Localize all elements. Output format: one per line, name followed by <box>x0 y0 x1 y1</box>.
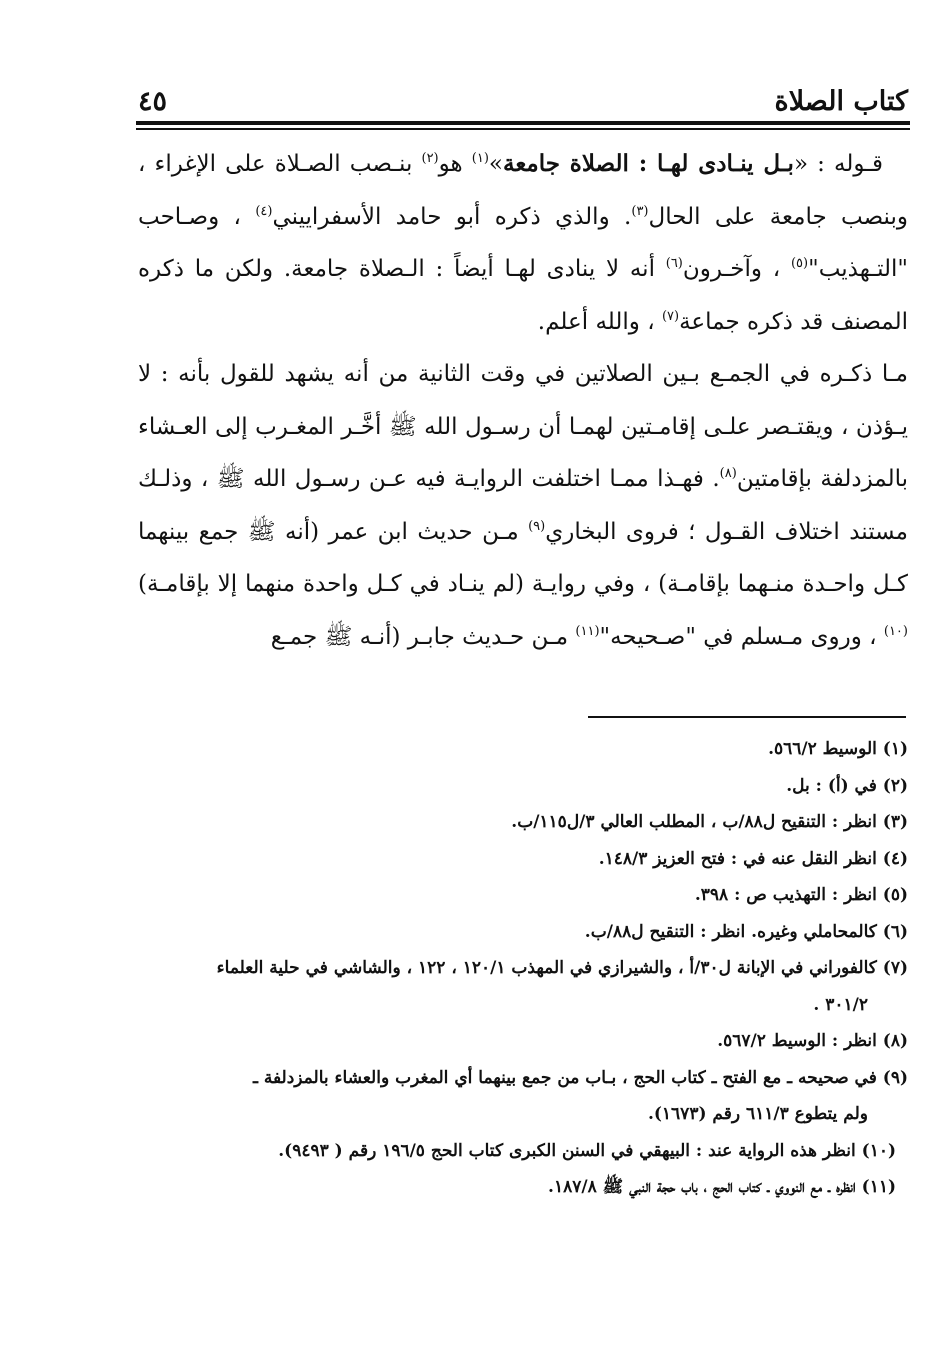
text-run: قـوله : « <box>793 151 883 177</box>
footnote-ref-5[interactable]: (٥) <box>790 256 809 271</box>
footnote-ref-10[interactable]: (١٠) <box>883 623 908 639</box>
footnote-5: (٥) انظر : التهذيب ص : ٣٩٨. <box>694 885 908 905</box>
chapter-title: كتاب الصلاة <box>774 86 908 117</box>
footnote-6: (٦) كالمحاملي وغيره. انظر : التنقيح ل٨٨/ب. <box>584 921 908 942</box>
footnote-8: (٨) انظر : الوسيط ٥٦٧/٢. <box>717 1031 908 1051</box>
footnotes <box>138 731 908 1206</box>
text-run: ، وآخـرون <box>682 256 791 282</box>
page-number: ٤٥ <box>138 86 168 117</box>
footnote-7-continued: ٣٠١/٢ . <box>813 994 868 1015</box>
footnote-11: (١١) انظره ـ مع النووي ـ كتاب الحج ، باب حجة النبي ﷺ ١٨٧/٨. <box>548 1177 896 1197</box>
text-run: أنه لا ينادى لهـا أيضاً : الـصلاة جامعة. ولكن ما ذكره المصنف قد ذكره جماعة <box>138 256 908 335</box>
footnote-9: (٩) في صحيحه ـ مع الفتح ـ كتاب الحج ، بـاب من جمع بينهما أي المغرب والعشاء بالمزدلفة ـ <box>252 1067 908 1088</box>
text-run: » <box>488 151 503 177</box>
paragraph-2 <box>138 348 908 663</box>
footnote-ref-2[interactable]: (٢) <box>421 151 439 166</box>
footnote-separator <box>588 716 906 718</box>
footnote-10: (١٠) انظر هذه الرواية عند : البيهقي في السنن الكبرى كتاب الحج ١٩٦/٥ رقم ( ٩٤٩٣). <box>278 1140 896 1161</box>
text-run: . فهـذا ممـا اختلفت الروايـة فيه عـن رسـول الله ﷺ ، وذلـك مستند اختلاف القـول ؛ فروى البخاري <box>138 466 908 545</box>
footnote-2: (٢) في (أ) : بل. <box>786 775 908 796</box>
footnote-7: (٧) كالفوراني في الإبانة ل٣٠/أ ، والشيرازي في المهذب ١٢٠/١ ، ١٢٢ ، والشاشي في حلية العلماء <box>216 958 908 978</box>
text-run: ، والله أعلم. <box>537 308 662 335</box>
main-text <box>138 138 908 663</box>
text-run: . والذي ذكره أبو حامد الأسفراييني <box>272 203 632 230</box>
header-rule-thin <box>136 128 910 130</box>
footnote-ref-1[interactable]: (١) <box>471 151 489 166</box>
quoted-phrase: بـل ينـادى لهـا : الصلاة جامعة <box>502 150 794 177</box>
text-run: ، وصـاحب "التـهذيب" <box>138 203 909 282</box>
footnote-ref-7[interactable]: (٧) <box>661 308 680 324</box>
header-rule-thick <box>136 121 910 125</box>
footnote-4: (٤) انظر النقل عنه في : فتح العزيز ١٤٨/٣. <box>598 848 908 869</box>
footnote-3: (٣) انظر : التنقيح ل٨٨/ب ، المطلب العالي ٣/ل١١٥/ب. <box>511 812 908 832</box>
page-header <box>138 84 908 124</box>
footnote-1: (١) الوسيط ٥٦٦/٢. <box>768 739 908 759</box>
footnote-ref-8[interactable]: (٨) <box>719 466 737 481</box>
paragraph-1 <box>138 138 908 348</box>
footnote-9-continued: ولم يتطوع ٦١١/٣ رقم (١٦٧٣). <box>647 1104 868 1124</box>
text-run: مـا ذكـره في الجمـع بـين الصلاتين في وقت الثانية من أنه يشهد للقول بأنه : لا يـؤذن ، ويقتـصر علـى إقامـتين لهمـا أن رسـول الله ﷺ أخَّـر المغـرب إلى العـشاء بالمزدلفة بإقامتين <box>138 361 908 492</box>
footnote-ref-11[interactable]: (١١) <box>575 623 600 639</box>
text-run: مـن حـديث جابـر (أنـه ﷺ جمـع <box>270 623 576 650</box>
footnote-ref-6[interactable]: (٦) <box>665 256 683 271</box>
footnote-ref-9[interactable]: (٩) <box>528 518 546 534</box>
text-run: هو <box>438 151 472 177</box>
text-run: بنـصب الصـلاة على الإغراء ، وبنصب جامعة على الحال <box>138 151 909 230</box>
text-run: ، وروى مـسلم في "صـحيحه" <box>599 623 884 650</box>
text-run: مـن حديث ابن عمر (أنه ﷺ جمع بينهما كـل واحـدة منـهما بإقامـة) ، وفي روايـة (لم ينـاد في كـل واحدة منهما إلا بإقامـة) <box>138 518 908 597</box>
footnote-ref-3[interactable]: (٣) <box>631 203 649 219</box>
footnote-ref-4[interactable]: (٤) <box>255 203 273 219</box>
